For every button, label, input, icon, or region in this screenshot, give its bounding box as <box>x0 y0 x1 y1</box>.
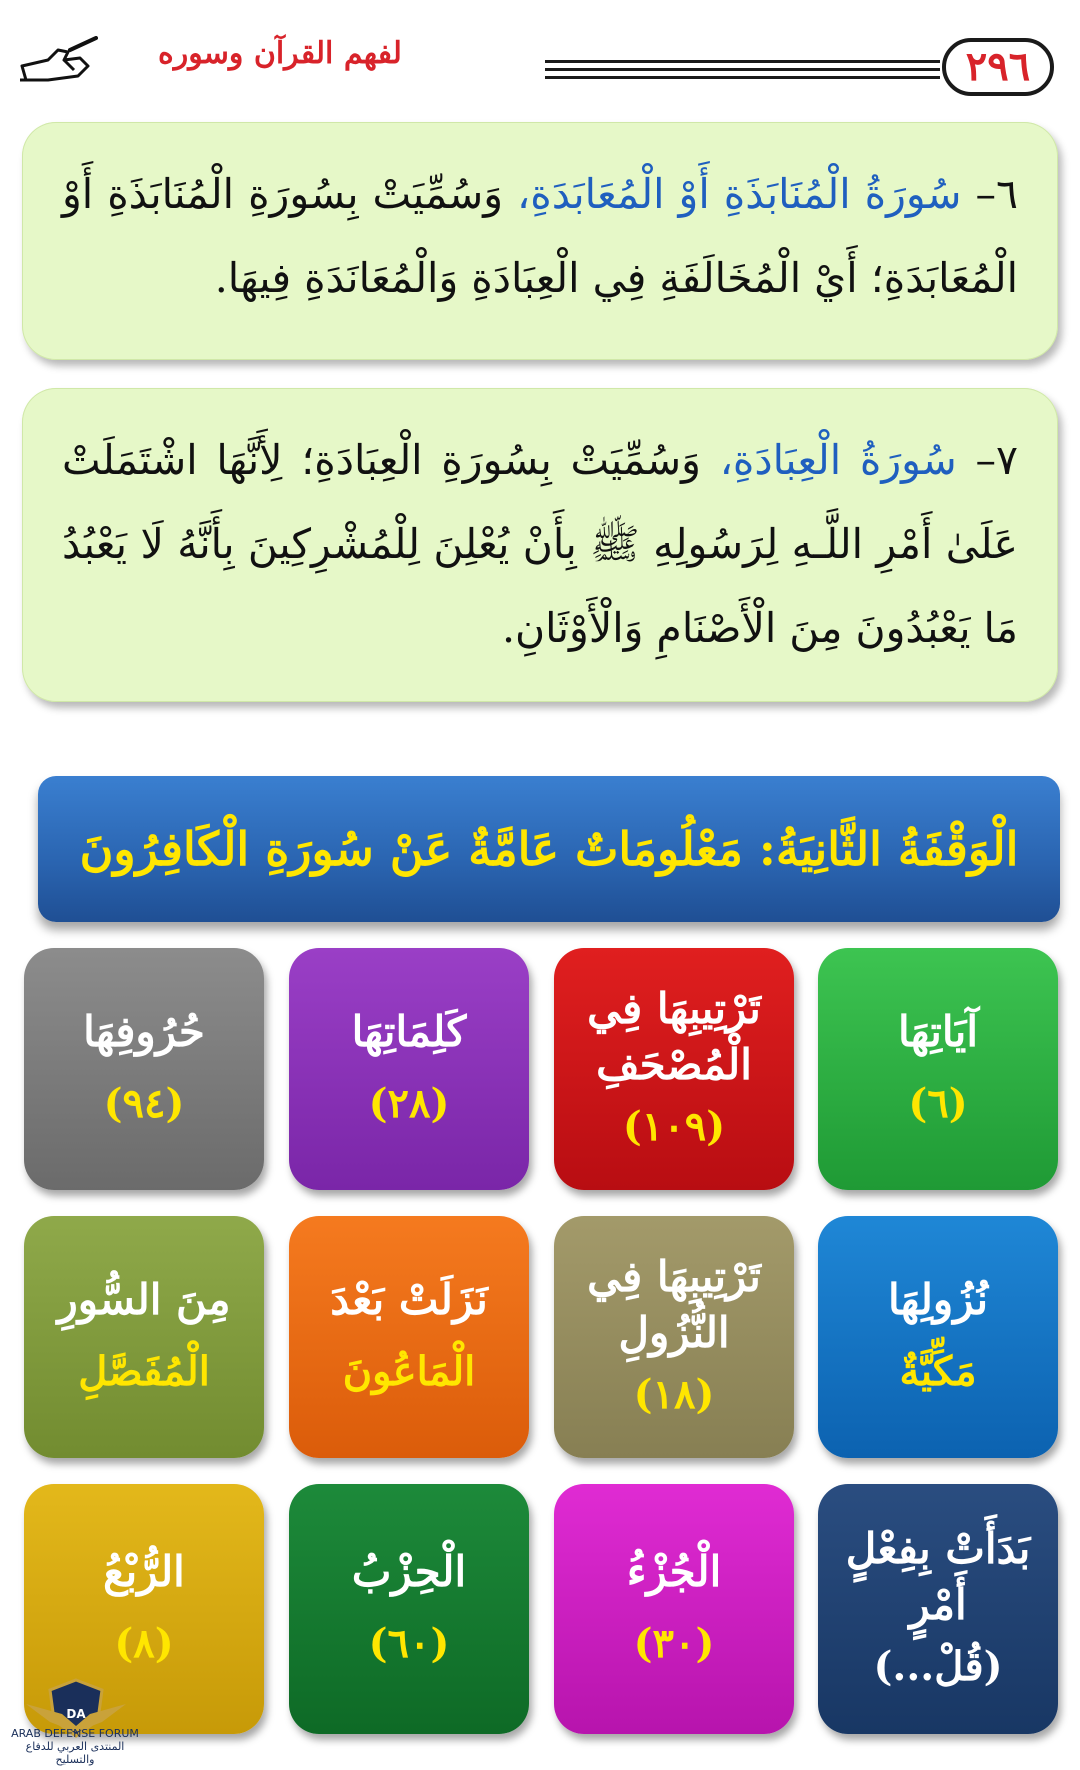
watermark-line-en: ARAB DEFENSE FORUM <box>11 1727 139 1740</box>
tile-value: الْمُفَصَّلِ <box>78 1348 210 1395</box>
info-tile-hizb <box>289 1484 529 1734</box>
tile-label: الرُّبْعُ <box>103 1547 185 1596</box>
tile-value: (٩٤) <box>103 1080 185 1127</box>
tile-label: آيَاتِهَا <box>898 1007 979 1056</box>
tile-label: الْجُزْءُ <box>626 1547 722 1596</box>
header-rule <box>545 60 940 63</box>
tile-label: مِنَ السُّورِ <box>57 1275 231 1324</box>
tile-label: الْحِزْبُ <box>351 1547 467 1596</box>
info-tile-revealed-after <box>289 1216 529 1458</box>
item-number: ٦– <box>975 170 1018 218</box>
tile-label: تَرْتِيبِهَا فِي الْمُصْحَفِ <box>587 984 761 1089</box>
writing-hand-icon <box>18 36 98 92</box>
tile-label: نُزُولِهَا <box>887 1275 989 1324</box>
tile-value: (٣٠) <box>633 1620 715 1667</box>
naming-explanation: وَسُمِّيَتْ بِسُورَةِ الْعِبَادَةِ؛ لِأَنَّهَا اشْتَمَلَتْ عَلَىٰ أَمْرِ اللَّـهِ لِرَسُولِهِ ﷺ بِأَنْ يُعْلِنَ لِلْمُشْرِكِينَ بِأَنَّهُ لَا يَعْبُدُ مَا يَعْبُدُونَ مِنَ الْأَصْنَامِ وَالْأَوْثَانِ. <box>62 436 1018 652</box>
info-tile-mushaf-order <box>554 948 794 1190</box>
tile-label: نَزَلَتْ بَعْدَ <box>330 1275 488 1324</box>
page-header <box>0 30 1080 110</box>
item-number: ٧– <box>975 436 1018 484</box>
tile-label: تَرْتِيبِهَا فِي النُّزُولِ <box>587 1252 761 1357</box>
watermark-line-ar: المنتدى العربي للدفاع والتسليح <box>25 1740 125 1766</box>
header-rule <box>545 68 940 71</box>
naming-box-6 <box>22 122 1058 360</box>
section-title: الْوَقْفَةُ الثَّانِيَةُ: مَعْلُومَاتٌ عَامَّةٌ عَنْ سُورَةِ الْكَافِرُونَ <box>79 822 1019 876</box>
info-tile-revelation <box>818 1216 1058 1458</box>
info-tile-surah-group <box>24 1216 264 1458</box>
tile-value: (٨) <box>114 1620 174 1667</box>
page-number: ٢٩٦ <box>942 38 1054 96</box>
tile-label: كَلِمَاتِهَا <box>351 1007 467 1056</box>
section-banner <box>38 776 1060 922</box>
tile-label: بَدَأَتْ بِفِعْلٍ أَمْرٍ <box>845 1524 1031 1629</box>
tile-value: (١٨) <box>633 1371 715 1418</box>
tile-value: (٦٠) <box>368 1620 450 1667</box>
tile-value: (٢٨) <box>368 1080 450 1127</box>
tile-value: مَكِّيَّةٌ <box>899 1348 977 1395</box>
surah-alt-name: سُورَةُ الْعِبَادَةِ، <box>719 436 957 484</box>
info-tile-letters <box>24 948 264 1190</box>
info-tile-revelation-order <box>554 1216 794 1458</box>
info-tile-juz <box>554 1484 794 1734</box>
header-rule <box>545 76 940 79</box>
tile-value: الْمَاعُونَ <box>342 1348 476 1395</box>
tile-label: حُرُوفِهَا <box>83 1007 205 1056</box>
header-title: لفهم القرآن وسوره <box>158 36 402 71</box>
svg-text:DA: DA <box>66 1707 86 1721</box>
tile-value: (٦) <box>908 1080 968 1127</box>
naming-explanation: وَسُمِّيَتْ بِسُورَةِ الْمُنَابَذَةِ أَوْ الْمُعَابَدَةِ؛ أَيْ الْمُخَالَفَةِ فِي الْعِبَادَةِ وَالْمُعَانَدَةِ فِيهَا. <box>62 170 1018 302</box>
naming-box-7 <box>22 388 1058 702</box>
info-tile-words <box>289 948 529 1190</box>
info-tile-verses <box>818 948 1058 1190</box>
surah-alt-name: سُورَةُ الْمُنَابَذَةِ أَوْ الْمُعَابَدَةِ، <box>517 170 962 218</box>
tile-value: (١٠٩) <box>622 1103 726 1150</box>
watermark-text <box>10 1727 140 1766</box>
tile-value: (قُلْ...) <box>873 1643 1003 1690</box>
info-tile-opening <box>818 1484 1058 1734</box>
